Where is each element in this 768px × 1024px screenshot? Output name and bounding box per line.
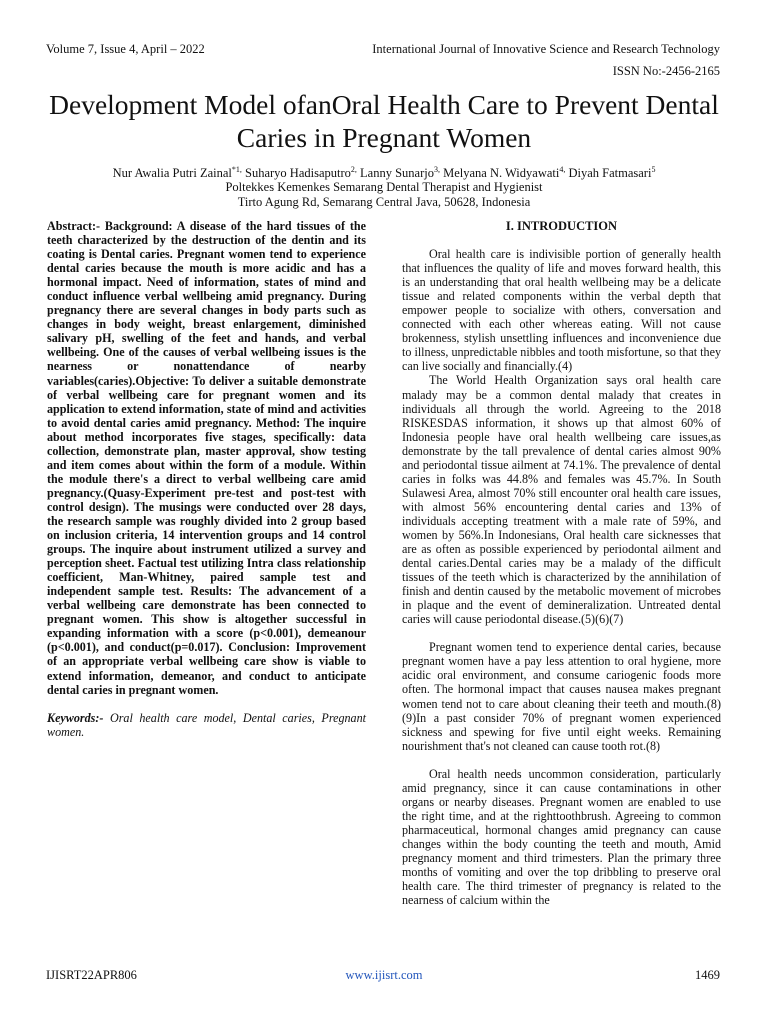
keywords: [47, 711, 366, 739]
author-name: Melyana N. Widyawati: [439, 166, 560, 180]
affiliation: Poltekkes Kemenkes Semarang Dental Therapist and Hygienist: [225, 180, 543, 195]
volume-info: Volume 7, Issue 4, April – 2022: [46, 42, 205, 56]
abstract: Abstract:- Background: A disease of the hard tissues of the teeth characterized by the destruction of the dentin and its coating is Dental caries. Pregnant women tend to experience dental caries because the mouth is more acidic and has a hormonal impact. Need of information, states of mind and conduct influence verbal wellbeing amid pregnancy. During pregnancy there are several changes in body parts such as changes in body weight, breast enlargement, diminished salivary pH, swelling of the feet and hands, and verbal wellbeing. One of the causes of verbal wellbeing issues is the nearness or nonattendance of nearby variables(caries).Objective: To deliver a suitable demonstrate of verbal wellbeing care for pregnant women and its application to extend information, state of mind and activities to avoid dental caries amid pregnancy. Method: The inquire about method incorporates five stages, specifically: data collection, demonstrate plan, master approval, show testing and item comes about within the form of a module. Within the module there's a direct to verbal wellbeing care amid pregnancy.(Quasy-Experiment pre-test and post-test with control design). The musings were conducted over 28 days, the research sample was roughly divided into 2 group based on inclusion criteria, 14 intervention groups and 14 control groups. The inquire about instrument utilized a survey and perception sheet. Factual test utilizing Intra class relationship coefficient, Man-Whitney, paired sample test and independent sample test. Results: The advancement of a verbal wellbeing care demonstrate has been connected to pregnant women. This show is altogether successful in expanding information with a score (p<0.001), demeanour (p<0.001), and conduct(p=0.017). Conclusion: Improvement of an appropriate verbal wellbeing care show is viable to extend information, demeanor, and conduct to anticipate dental caries in pregnant women.: [47, 219, 366, 697]
paragraph: Oral health needs uncommon consideration, particularly amid pregnancy, since it can cause contaminations in other organs or nearby diseases. Pregnant women are enabled to use the right time, and at the righttoothbrush. Agreeing to common pharmaceutical, hormonal changes amid pregnancy can cause changes within the body counting the teeth and mouth, Amid pregnancy moment and third trimesters. Plan the primary three months of vomiting and over the top dribbling to preserve oral health care. The third trimester of pregnancy is related to the nearness of calcium within the: [402, 766, 721, 908]
author-name: Nur Awalia Putri Zainal: [112, 166, 232, 180]
left-column: [47, 219, 366, 739]
paragraph: Pregnant women tend to experience dental caries, because pregnant women have a pay less attention to oral hygiene, more acidic oral environment, and consume cariogenic foods more often. The hormonal impact that causes nausea makes pregnant women tend not to care about cleaning their teeth and mouth.(8)(9)In a past consider 70% of pregnant women experienced sickness and spewing for five until eight weeks. Remaining nourishment that's not cleaned can cause tooth rot.(8): [402, 640, 721, 753]
author-name: Suharyo Hadisaputro: [241, 166, 351, 180]
journal-url[interactable]: www.ijisrt.com: [345, 968, 423, 982]
address: Tirto Agung Rd, Semarang Central Java, 50628, Indonesia: [237, 194, 531, 209]
paragraph: The World Health Organization says oral health care malady may be a common dental malady that creates in individuals all through the world. Agreeing to the 2018 RISKESDAS information, it shows up that almost 60% of Indonesia people have oral health wellbeing care issues,as demonstrate by the tall prevalence of dental caries almost 90% and periodontal tissue ailment at 74.1%. The prevalence of dental caries in folks was 44.8% and females was 45.7%. In South Sulawesi Area, almost 70% still encounter oral health care issues, with almost 56% encountering dental caries and 13% of individuals accepting treatment with a male rate of 59%, and women by 56%.In Indonesians, Oral health care sicknesses that are as often as possible experienced by periodontal ailment and dental caries.Dental caries may be a malady of the difficult tissues of the teeth which is characterized by the annihilation of finish and dentin caused by the metabolic movement of microbes in plaque and the event of demineralization. Untreated dental caries will cause periodontal disease.(5)(6)(7): [402, 373, 721, 627]
right-column: [402, 219, 721, 907]
author-block: [20, 166, 748, 209]
author-name: Diyah Fatmasari: [565, 166, 652, 180]
author-mark: 5: [651, 164, 656, 174]
author-mark: 3,: [433, 164, 440, 174]
author-list: [113, 166, 656, 180]
author-mark: 4,: [559, 164, 566, 174]
paper-title: Development Model ofanOral Health Care to Prevent Dental Caries in Pregnant Women: [49, 89, 719, 153]
paragraph: Oral health care is indivisible portion of generally health that influences the quality of life and moves forward health, this is an understanding that oral health wellbeing may be a delicate tissue and related components within the verbal depth that empower people to socialize with others, conversation and connected with each other whereas eating. Will not cause brokenness, stylish unsettling influences and inconvenience due to illness, unpredictable nibbles and tooth misfortune, so that they can live socially and financially.(4): [402, 247, 721, 374]
keywords-text: Oral health care model, Dental caries, Pregnant women.: [47, 710, 366, 739]
author-mark: *1,: [231, 164, 242, 174]
author-name: Lanny Sunarjo: [356, 166, 434, 180]
section-heading: I. INTRODUCTION: [505, 219, 618, 233]
journal-name: International Journal of Innovative Science and Research Technology: [372, 42, 720, 56]
paper-code: IJISRT22APR806: [46, 968, 137, 982]
page-number: 1469: [695, 968, 720, 982]
keywords-label: Keywords:-: [47, 710, 104, 725]
author-mark: 2,: [350, 164, 357, 174]
issn: ISSN No:-2456-2165: [612, 64, 720, 78]
